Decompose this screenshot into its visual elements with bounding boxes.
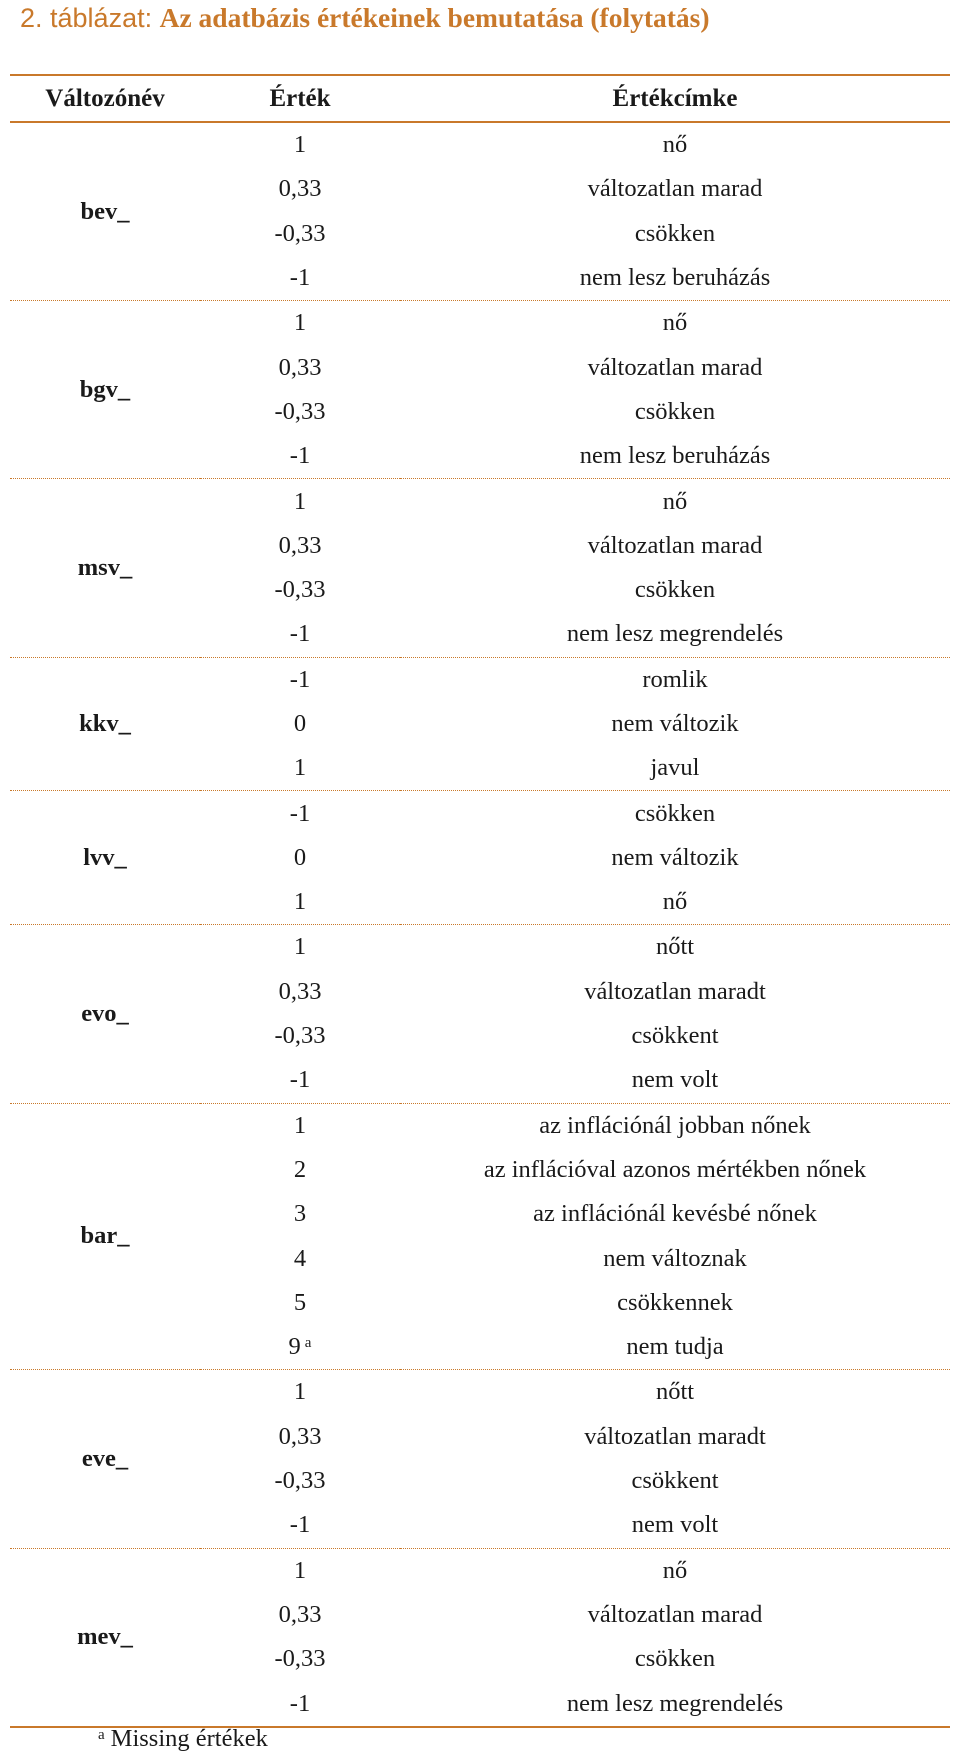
value-cell [200, 1058, 400, 1103]
value-cell [200, 345, 400, 389]
table-row [10, 1548, 950, 1593]
value-text: 2 [293, 1155, 307, 1183]
value-cell [200, 657, 400, 702]
value-text: -0,33 [274, 397, 326, 425]
value-label-cell: nem volt [400, 1503, 950, 1548]
footnote-mark: a [98, 1727, 105, 1743]
value-cell [200, 880, 400, 925]
value-text: 4 [293, 1244, 307, 1272]
value-cell [200, 1281, 400, 1325]
table-row [10, 301, 950, 346]
value-cell [200, 301, 400, 346]
value-text: 0 [293, 710, 307, 737]
value-label-cell: csökkennek [617, 1288, 733, 1316]
value-text: 0,33 [278, 531, 322, 559]
value-cell [200, 1192, 400, 1236]
variable-name-cell: evo_ [10, 925, 200, 1103]
value-label-cell: nő [662, 1556, 688, 1584]
value-text: 0,33 [278, 175, 322, 203]
table-row [10, 1370, 950, 1415]
value-label-cell: nő [400, 880, 950, 925]
value-text: -1 [289, 665, 311, 693]
value-label-cell: csökken [634, 799, 716, 827]
table-header-row [10, 75, 950, 122]
footnote-reference: a [304, 1335, 312, 1352]
variable-name-cell: lvv_ [10, 791, 200, 925]
value-cell [200, 1681, 400, 1726]
value-cell [200, 1148, 400, 1192]
header-variable-name: Változónév [10, 75, 200, 122]
value-cell [200, 1370, 400, 1415]
table-row [10, 925, 950, 970]
value-label-cell: az inflációnál jobban nőnek [539, 1111, 811, 1139]
value-cell [200, 925, 400, 970]
value-text: 1 [293, 1111, 307, 1139]
value-label-cell: változatlan marad [587, 1600, 763, 1628]
value-label-cell: csökken [634, 1645, 716, 1673]
value-text: 0,33 [278, 1422, 322, 1450]
value-label-cell: nő [662, 131, 688, 159]
value-text: 1 [293, 754, 307, 782]
value-text: 0,33 [278, 353, 322, 381]
value-label-cell: változatlan maradt [584, 1422, 766, 1450]
value-cell [200, 122, 400, 167]
value-label-cell: az inflációval azonos mértékben nőnek [483, 1155, 867, 1183]
value-label-cell: változatlan marad [587, 531, 763, 559]
value-cell [200, 390, 400, 434]
value-cell [200, 434, 400, 479]
value-cell [200, 746, 400, 791]
variable-name-cell: bar_ [10, 1103, 200, 1370]
table-row [10, 791, 950, 836]
value-text: 1 [293, 309, 307, 337]
footnote [98, 1725, 268, 1753]
caption-text: Az adatbázis értékeinek bemutatása (folytatás) [159, 2, 710, 33]
value-text: -1 [289, 442, 311, 470]
value-cell [200, 702, 400, 746]
value-label-cell: nem lesz beruházás [400, 256, 950, 301]
variable-name-cell: kkv_ [10, 657, 200, 791]
header-value-label: Értékcímke [400, 75, 950, 122]
value-cell [200, 1503, 400, 1548]
value-cell [200, 1415, 400, 1459]
variable-name-cell: eve_ [10, 1370, 200, 1548]
value-text: -1 [289, 1066, 311, 1094]
value-cell [200, 479, 400, 524]
value-text: 1 [293, 1556, 307, 1584]
values-table [10, 74, 950, 1728]
value-text: 1 [293, 131, 307, 159]
value-cell [200, 1548, 400, 1593]
value-text: 0,33 [278, 1600, 322, 1628]
caption-number: 2. táblázat: [20, 3, 153, 33]
value-label-cell: romlik [642, 665, 708, 693]
value-text: 3 [293, 1200, 307, 1228]
value-label-cell: nő [662, 309, 688, 337]
value-cell [200, 1014, 400, 1058]
value-text: -1 [289, 799, 311, 827]
variable-name-cell: bev_ [10, 122, 200, 301]
value-cell [200, 1593, 400, 1637]
value-cell [200, 1637, 400, 1681]
table-row [10, 479, 950, 524]
value-label-cell: nő [662, 487, 688, 515]
value-cell [200, 1236, 400, 1280]
header-value: Érték [200, 75, 400, 122]
value-text: -1 [289, 620, 311, 648]
table-row [10, 1103, 950, 1148]
value-cell [200, 791, 400, 836]
value-label-cell: nem változik [611, 710, 739, 737]
value-text: 1 [293, 933, 307, 961]
value-label-cell: csökken [634, 219, 716, 247]
value-label-cell: csökken [634, 397, 716, 425]
value-label-cell: nem volt [400, 1058, 950, 1103]
value-cell [200, 836, 400, 880]
value-text: -1 [289, 264, 311, 292]
value-label-cell: az inflációnál kevésbé nőnek [533, 1200, 817, 1228]
value-text: 5 [293, 1288, 307, 1316]
variable-name-cell: msv_ [10, 479, 200, 657]
value-text: 0,33 [278, 977, 322, 1005]
value-cell [200, 1103, 400, 1148]
value-cell [200, 1325, 400, 1370]
value-label-cell: nőtt [655, 933, 695, 961]
value-label-cell: változatlan marad [587, 175, 763, 203]
value-label-cell: nőtt [655, 1378, 695, 1406]
value-cell [200, 970, 400, 1014]
table-row [10, 122, 950, 167]
value-label-cell: nem lesz megrendelés [400, 1681, 950, 1726]
value-cell [200, 1459, 400, 1503]
value-label-cell: csökkent [631, 1022, 719, 1050]
value-text: -0,33 [274, 219, 326, 247]
value-cell [200, 612, 400, 657]
table-body [10, 122, 950, 1727]
value-text: 1 [293, 888, 307, 916]
value-text: 1 [293, 1378, 307, 1406]
value-cell [200, 524, 400, 568]
value-label-cell: javul [400, 746, 950, 791]
value-cell [200, 256, 400, 301]
value-text: 9 [288, 1333, 301, 1361]
value-label-cell: csökkent [631, 1467, 719, 1495]
footnote-text: Missing értékek [110, 1725, 268, 1752]
value-label-cell: változatlan marad [587, 353, 763, 381]
value-cell [200, 167, 400, 211]
variable-name-cell: mev_ [10, 1548, 200, 1727]
value-text: -1 [289, 1511, 311, 1539]
value-text: 1 [293, 487, 307, 515]
value-label-cell: nem változik [611, 843, 739, 871]
value-label-cell: nem lesz beruházás [400, 434, 950, 479]
value-label-cell: nem tudja [400, 1325, 950, 1370]
value-text: -0,33 [274, 1022, 326, 1050]
value-label-cell: nem lesz megrendelés [400, 612, 950, 657]
table-row [10, 657, 950, 702]
value-text: -0,33 [274, 1645, 326, 1673]
value-cell [200, 568, 400, 612]
value-text: -0,33 [274, 1467, 326, 1495]
value-label-cell: nem változnak [603, 1244, 747, 1272]
variable-name-cell: bgv_ [10, 301, 200, 479]
value-cell [200, 212, 400, 256]
value-label-cell: változatlan maradt [584, 977, 766, 1005]
value-text: 0 [293, 843, 307, 871]
value-text: -0,33 [274, 576, 326, 604]
value-label-cell: csökken [634, 576, 716, 604]
table-caption [20, 2, 710, 34]
value-text: -1 [289, 1689, 311, 1717]
